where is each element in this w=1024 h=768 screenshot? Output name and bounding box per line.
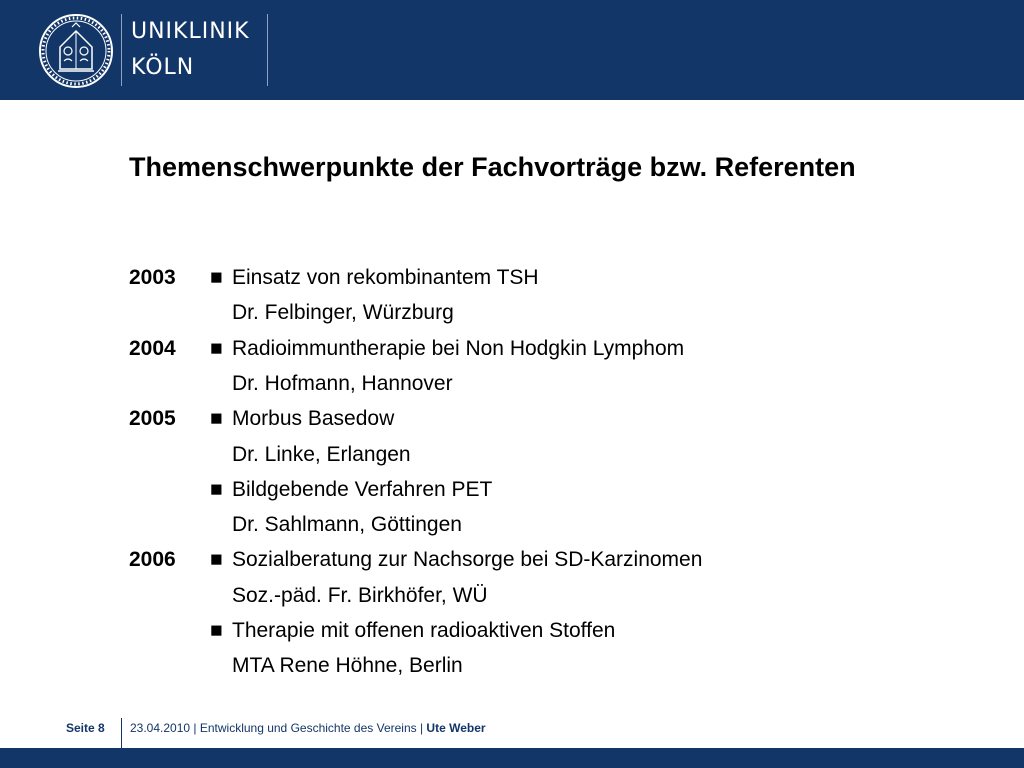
brand-name-line-1: UNIKLINIK	[131, 19, 250, 44]
entry-topic	[210, 334, 684, 364]
bullet-square-icon: ■	[210, 407, 223, 430]
entry-topic-text: Bildgebende Verfahren PET	[232, 478, 493, 501]
bullet-square-icon: ■	[210, 266, 223, 289]
brand-divider	[121, 14, 122, 86]
footer-band	[0, 748, 1024, 768]
brand-divider	[267, 14, 268, 86]
entry-topic	[210, 545, 702, 575]
entry-speaker: Dr. Felbinger, Würzburg	[232, 301, 454, 324]
entry-speaker: Dr. Sahlmann, Göttingen	[232, 513, 462, 536]
footer-info	[130, 720, 486, 736]
entry-topic	[210, 404, 394, 434]
header-band	[0, 0, 1024, 100]
entry-topic-text: Einsatz von rekombinantem TSH	[232, 266, 539, 289]
bullet-square-icon: ■	[210, 548, 223, 571]
page-number: Seite 8	[66, 721, 105, 735]
entry-speaker: Dr. Linke, Erlangen	[232, 443, 411, 466]
footer-date-topic: 23.04.2010 | Entwicklung und Geschichte des Vereins |	[130, 721, 427, 735]
bullet-square-icon: ■	[210, 337, 223, 360]
entry-topic-text: Radioimmuntherapie bei Non Hodgkin Lymphom	[232, 337, 685, 360]
entry-speaker: Dr. Hofmann, Hannover	[232, 372, 453, 395]
bullet-square-icon: ■	[210, 478, 223, 501]
entry-topic	[210, 475, 492, 505]
entry-year: 2003	[129, 266, 176, 289]
entry-topic-text: Therapie mit offenen radioaktiven Stoffen	[232, 619, 616, 642]
entry-topic	[210, 263, 539, 293]
brand-name-line-2: KÖLN	[131, 55, 195, 80]
entry-year: 2005	[129, 407, 176, 430]
entry-topic-text: Morbus Basedow	[232, 407, 395, 430]
entry-speaker: Soz.-päd. Fr. Birkhöfer, WÜ	[232, 584, 488, 607]
entry-topic	[210, 616, 615, 646]
slide-title: Themenschwerpunkte der Fachvorträge bzw. Referenten	[129, 152, 856, 182]
entry-speaker: MTA Rene Höhne, Berlin	[232, 654, 463, 677]
entry-topic-text: Sozialberatung zur Nachsorge bei SD-Karzinomen	[232, 548, 703, 571]
entry-year: 2006	[129, 548, 176, 571]
university-seal-icon	[38, 13, 114, 89]
entry-year: 2004	[129, 337, 176, 360]
footer-author: Ute Weber	[426, 721, 486, 735]
bullet-square-icon: ■	[210, 619, 223, 642]
